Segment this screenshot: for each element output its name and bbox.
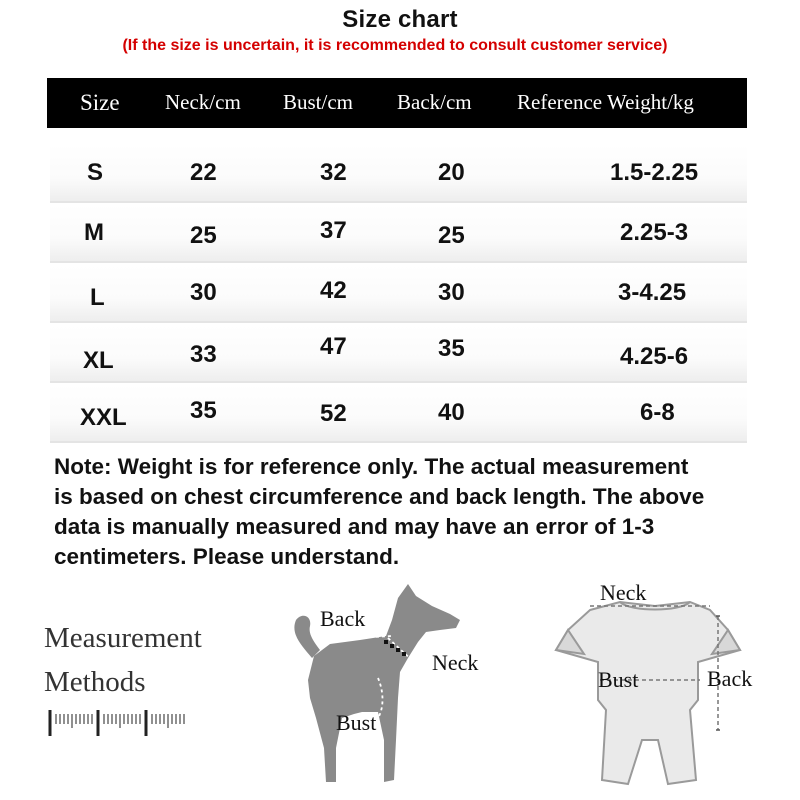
table-row [50,325,747,383]
cell-neck: 35 [190,397,217,424]
dog-silhouette-icon [280,580,480,795]
cell-neck: 25 [190,222,217,249]
cell-back: 30 [438,279,465,306]
note-text [54,452,774,572]
header-weight: Reference Weight/kg [517,90,694,114]
header-back: Back/cm [397,90,472,114]
dog-neck-label: Neck [432,650,479,675]
note-line: is based on chest circumference and back length. The above [54,484,705,509]
dog-bust-label: Bust [336,710,377,735]
cell-size: S [87,159,104,186]
cell-neck: 22 [190,159,217,186]
dog-back-label: Back [320,606,366,631]
cell-weight: 4.25-6 [620,343,689,370]
cell-weight: 2.25-3 [620,219,689,246]
cell-bust: 52 [320,400,347,427]
pet-jumpsuit-icon [540,590,770,795]
cell-bust: 37 [320,217,347,244]
cell-bust: 42 [320,277,347,304]
note-line: centimeters. Please understand. [54,544,400,569]
suit-bust-label: Bust [598,667,639,692]
suit-neck-label: Neck [600,580,647,605]
cell-size: L [90,284,105,311]
cell-weight: 1.5-2.25 [610,159,699,186]
header-size: Size [80,90,120,115]
table-row [50,265,747,323]
page-subtitle: (If the size is uncertain, it is recommended to consult customer service) [122,37,668,54]
header-bust: Bust/cm [283,90,354,114]
cell-back: 25 [438,222,465,249]
table-row [50,385,747,443]
table-row [50,205,747,263]
header-neck: Neck/cm [165,90,241,114]
cell-bust: 47 [320,333,347,360]
page-title: Size chart [342,6,458,33]
cell-weight: 6-8 [640,399,675,426]
suit-back-label: Back [707,666,753,691]
size-table-header [47,78,747,128]
table-row [50,145,747,203]
ruler-icon [48,706,188,740]
cell-size: XL [83,347,114,374]
cell-back: 35 [438,335,465,362]
cell-back: 20 [438,159,465,186]
cell-size: M [84,219,104,246]
cell-weight: 3-4.25 [618,279,687,306]
note-line: data is manually measured and may have an error of 1-3 [54,514,655,539]
cell-size: XXL [80,404,127,431]
cell-bust: 32 [320,159,347,186]
cell-neck: 33 [190,341,217,368]
measurement-methods-line1: Measurement [44,622,202,654]
measurement-methods-line2: Methods [44,666,146,698]
note-line: Note: Weight is for reference only. The actual measurement [54,454,689,479]
cell-neck: 30 [190,279,217,306]
cell-back: 40 [438,399,465,426]
